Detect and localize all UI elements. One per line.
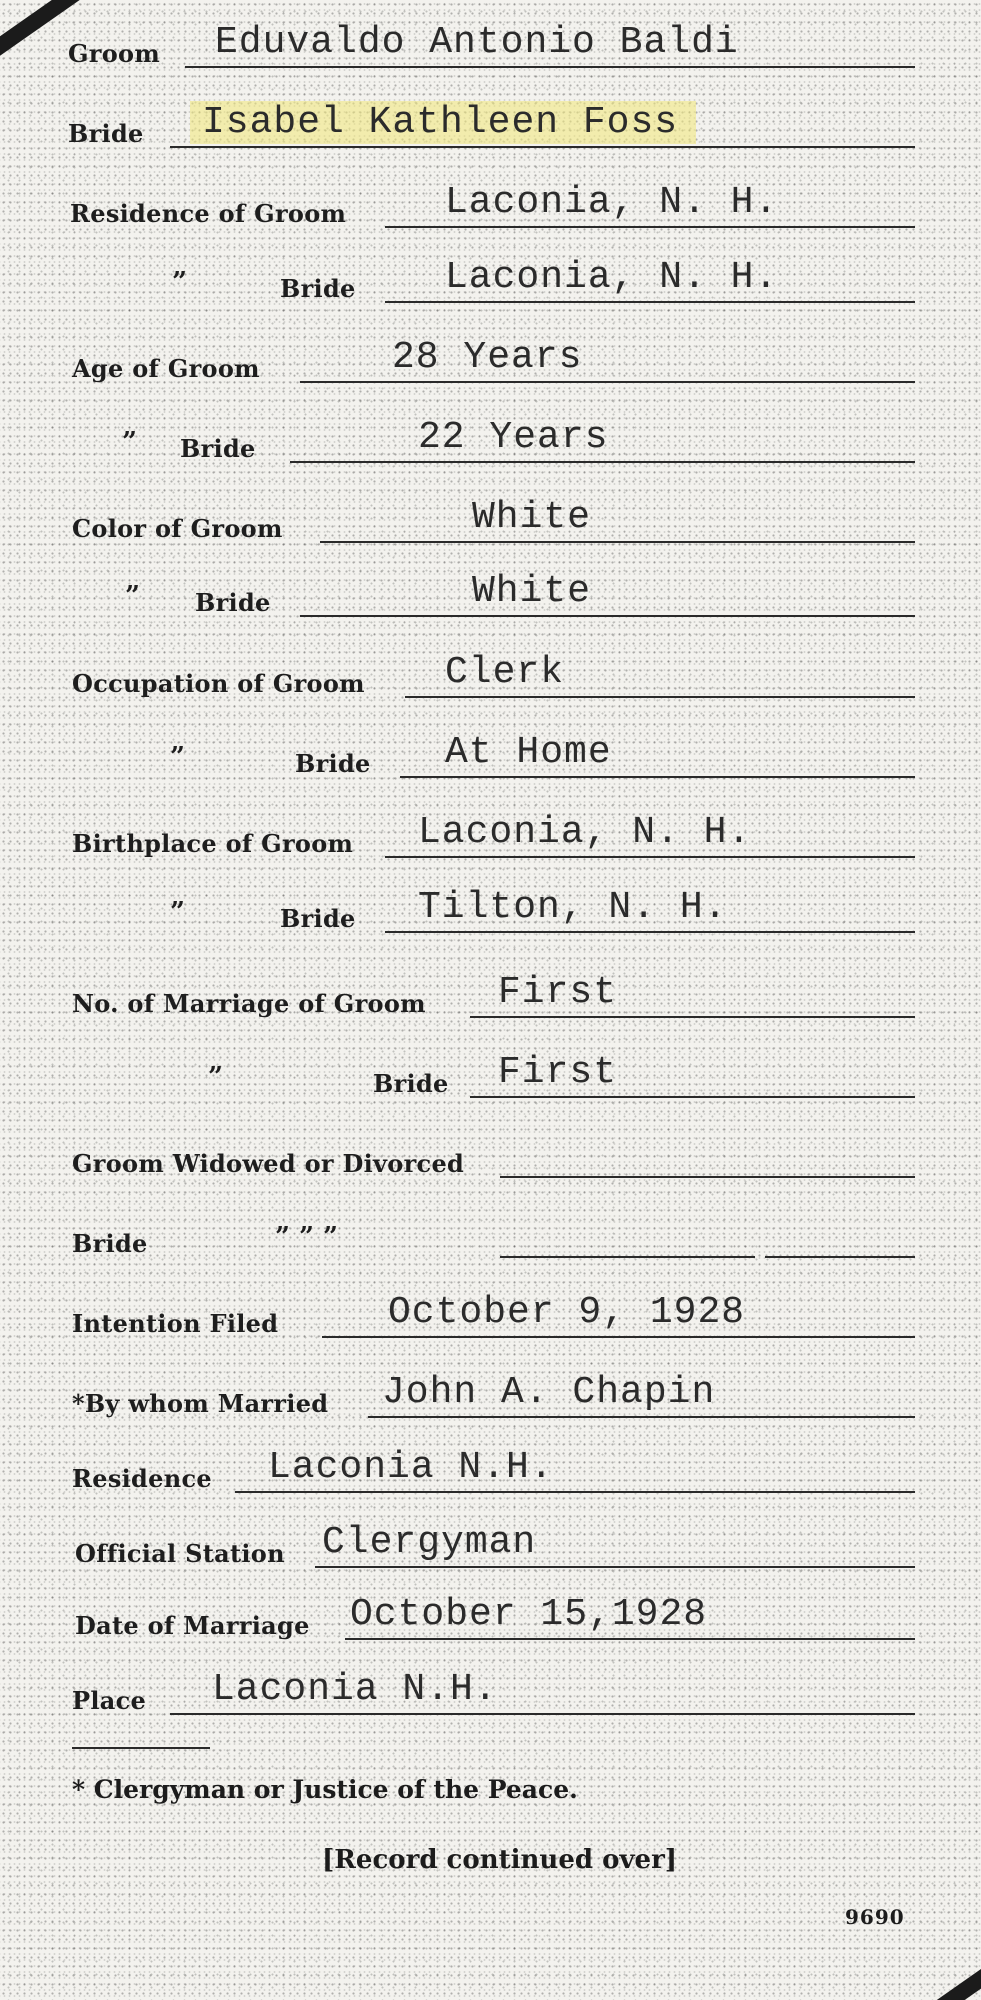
ditto-mark: ”	[170, 742, 185, 772]
field-label: Bride	[295, 749, 371, 778]
field-label: Age of Groom	[72, 354, 260, 383]
field-value: October 15,1928	[350, 1593, 708, 1636]
field-line	[385, 226, 915, 228]
field-age-bride	[0, 403, 981, 463]
field-line	[500, 1256, 755, 1258]
field-line	[170, 1713, 915, 1715]
field-value: John A. Chapin	[382, 1371, 716, 1414]
field-line	[470, 1096, 915, 1098]
field-label: Place	[72, 1686, 147, 1715]
field-line	[368, 1416, 915, 1418]
field-birthplace-groom	[0, 798, 981, 858]
field-age-groom	[0, 323, 981, 383]
field-line	[315, 1566, 915, 1568]
field-line	[385, 931, 915, 933]
field-label: Bride	[280, 274, 356, 303]
field-value: Tilton, N. H.	[418, 886, 728, 929]
field-residence-bride	[0, 243, 981, 303]
field-value: First	[498, 1051, 618, 1094]
field-label: Groom	[68, 39, 161, 68]
field-marriage-number-bride	[0, 1038, 981, 1098]
field-date-of-marriage	[0, 1580, 981, 1640]
field-value: 28 Years	[392, 336, 583, 379]
field-value: Laconia, N. H.	[418, 811, 752, 854]
field-line	[500, 1176, 915, 1178]
field-label: Bride	[68, 119, 144, 148]
field-place	[0, 1655, 981, 1715]
field-line	[290, 461, 915, 463]
field-label: Bride	[280, 904, 356, 933]
field-value: Eduvaldo Antonio Baldi	[215, 21, 739, 64]
field-line	[345, 1638, 915, 1640]
ditto-mark: ”	[170, 897, 185, 927]
field-residence-groom	[0, 168, 981, 228]
field-label: Bride	[373, 1069, 449, 1098]
field-officiant	[0, 1358, 981, 1418]
field-label: Color of Groom	[72, 514, 283, 543]
field-value: Laconia, N. H.	[445, 256, 779, 299]
field-value: First	[498, 971, 618, 1014]
field-officiant-residence	[0, 1433, 981, 1493]
field-line	[405, 696, 915, 698]
field-occupation-bride	[0, 718, 981, 778]
field-label: Bride	[180, 434, 256, 463]
field-value: At Home	[445, 731, 612, 774]
field-label: Date of Marriage	[75, 1611, 310, 1640]
field-occupation-groom	[0, 638, 981, 698]
field-official-station	[0, 1508, 981, 1568]
field-value: Laconia N.H.	[268, 1446, 554, 1489]
ditto-mark: ” ” ”	[275, 1222, 338, 1252]
field-label: Birthplace of Groom	[72, 829, 354, 858]
field-bride-widowed-divorced	[0, 1198, 981, 1258]
field-marriage-number-groom	[0, 958, 981, 1018]
field-line	[385, 301, 915, 303]
footnote: * Clergyman or Justice of the Peace.	[72, 1775, 578, 1804]
field-value: October 9, 1928	[388, 1291, 746, 1334]
ditto-mark: ”	[208, 1062, 223, 1092]
field-line	[235, 1491, 915, 1493]
field-line	[185, 66, 915, 68]
field-value: Laconia N.H.	[212, 1668, 498, 1711]
field-label: Occupation of Groom	[72, 669, 365, 698]
field-value: 22 Years	[418, 416, 609, 459]
divider	[72, 1747, 210, 1749]
field-line	[320, 541, 915, 543]
field-label: *By whom Married	[72, 1389, 329, 1418]
field-groom-widowed-divorced	[0, 1118, 981, 1178]
field-label: Residence	[72, 1464, 212, 1493]
field-color-bride	[0, 557, 981, 617]
field-line	[300, 381, 915, 383]
form-number: 9690	[845, 1905, 905, 1929]
field-label: Groom Widowed or Divorced	[72, 1149, 465, 1178]
field-line	[470, 1016, 915, 1018]
field-label: Bride	[72, 1229, 148, 1258]
field-line	[322, 1336, 915, 1338]
field-groom	[0, 8, 981, 68]
field-label: Official Station	[75, 1539, 285, 1568]
field-line	[400, 776, 915, 778]
field-value: Isabel Kathleen Foss	[190, 101, 696, 144]
field-line	[300, 615, 915, 617]
field-value: Laconia, N. H.	[445, 181, 779, 224]
field-line	[170, 146, 915, 148]
field-intention-filed	[0, 1278, 981, 1338]
field-bride	[0, 88, 981, 148]
field-label: No. of Marriage of Groom	[72, 989, 426, 1018]
field-line	[385, 856, 915, 858]
corner-mark-bottom-right	[913, 1936, 981, 2000]
field-label: Intention Filed	[72, 1309, 279, 1338]
field-value: Clerk	[445, 651, 565, 694]
ditto-mark: ”	[172, 267, 187, 297]
ditto-mark: ”	[125, 581, 140, 611]
field-birthplace-bride	[0, 873, 981, 933]
ditto-mark: ”	[122, 427, 137, 457]
field-label: Bride	[195, 588, 271, 617]
field-value: White	[472, 496, 592, 539]
continued-note: [Record continued over]	[322, 1845, 678, 1875]
field-color-groom	[0, 483, 981, 543]
field-value: White	[472, 570, 592, 613]
field-value: Clergyman	[322, 1521, 537, 1564]
field-line	[765, 1256, 915, 1258]
field-label: Residence of Groom	[70, 199, 347, 228]
